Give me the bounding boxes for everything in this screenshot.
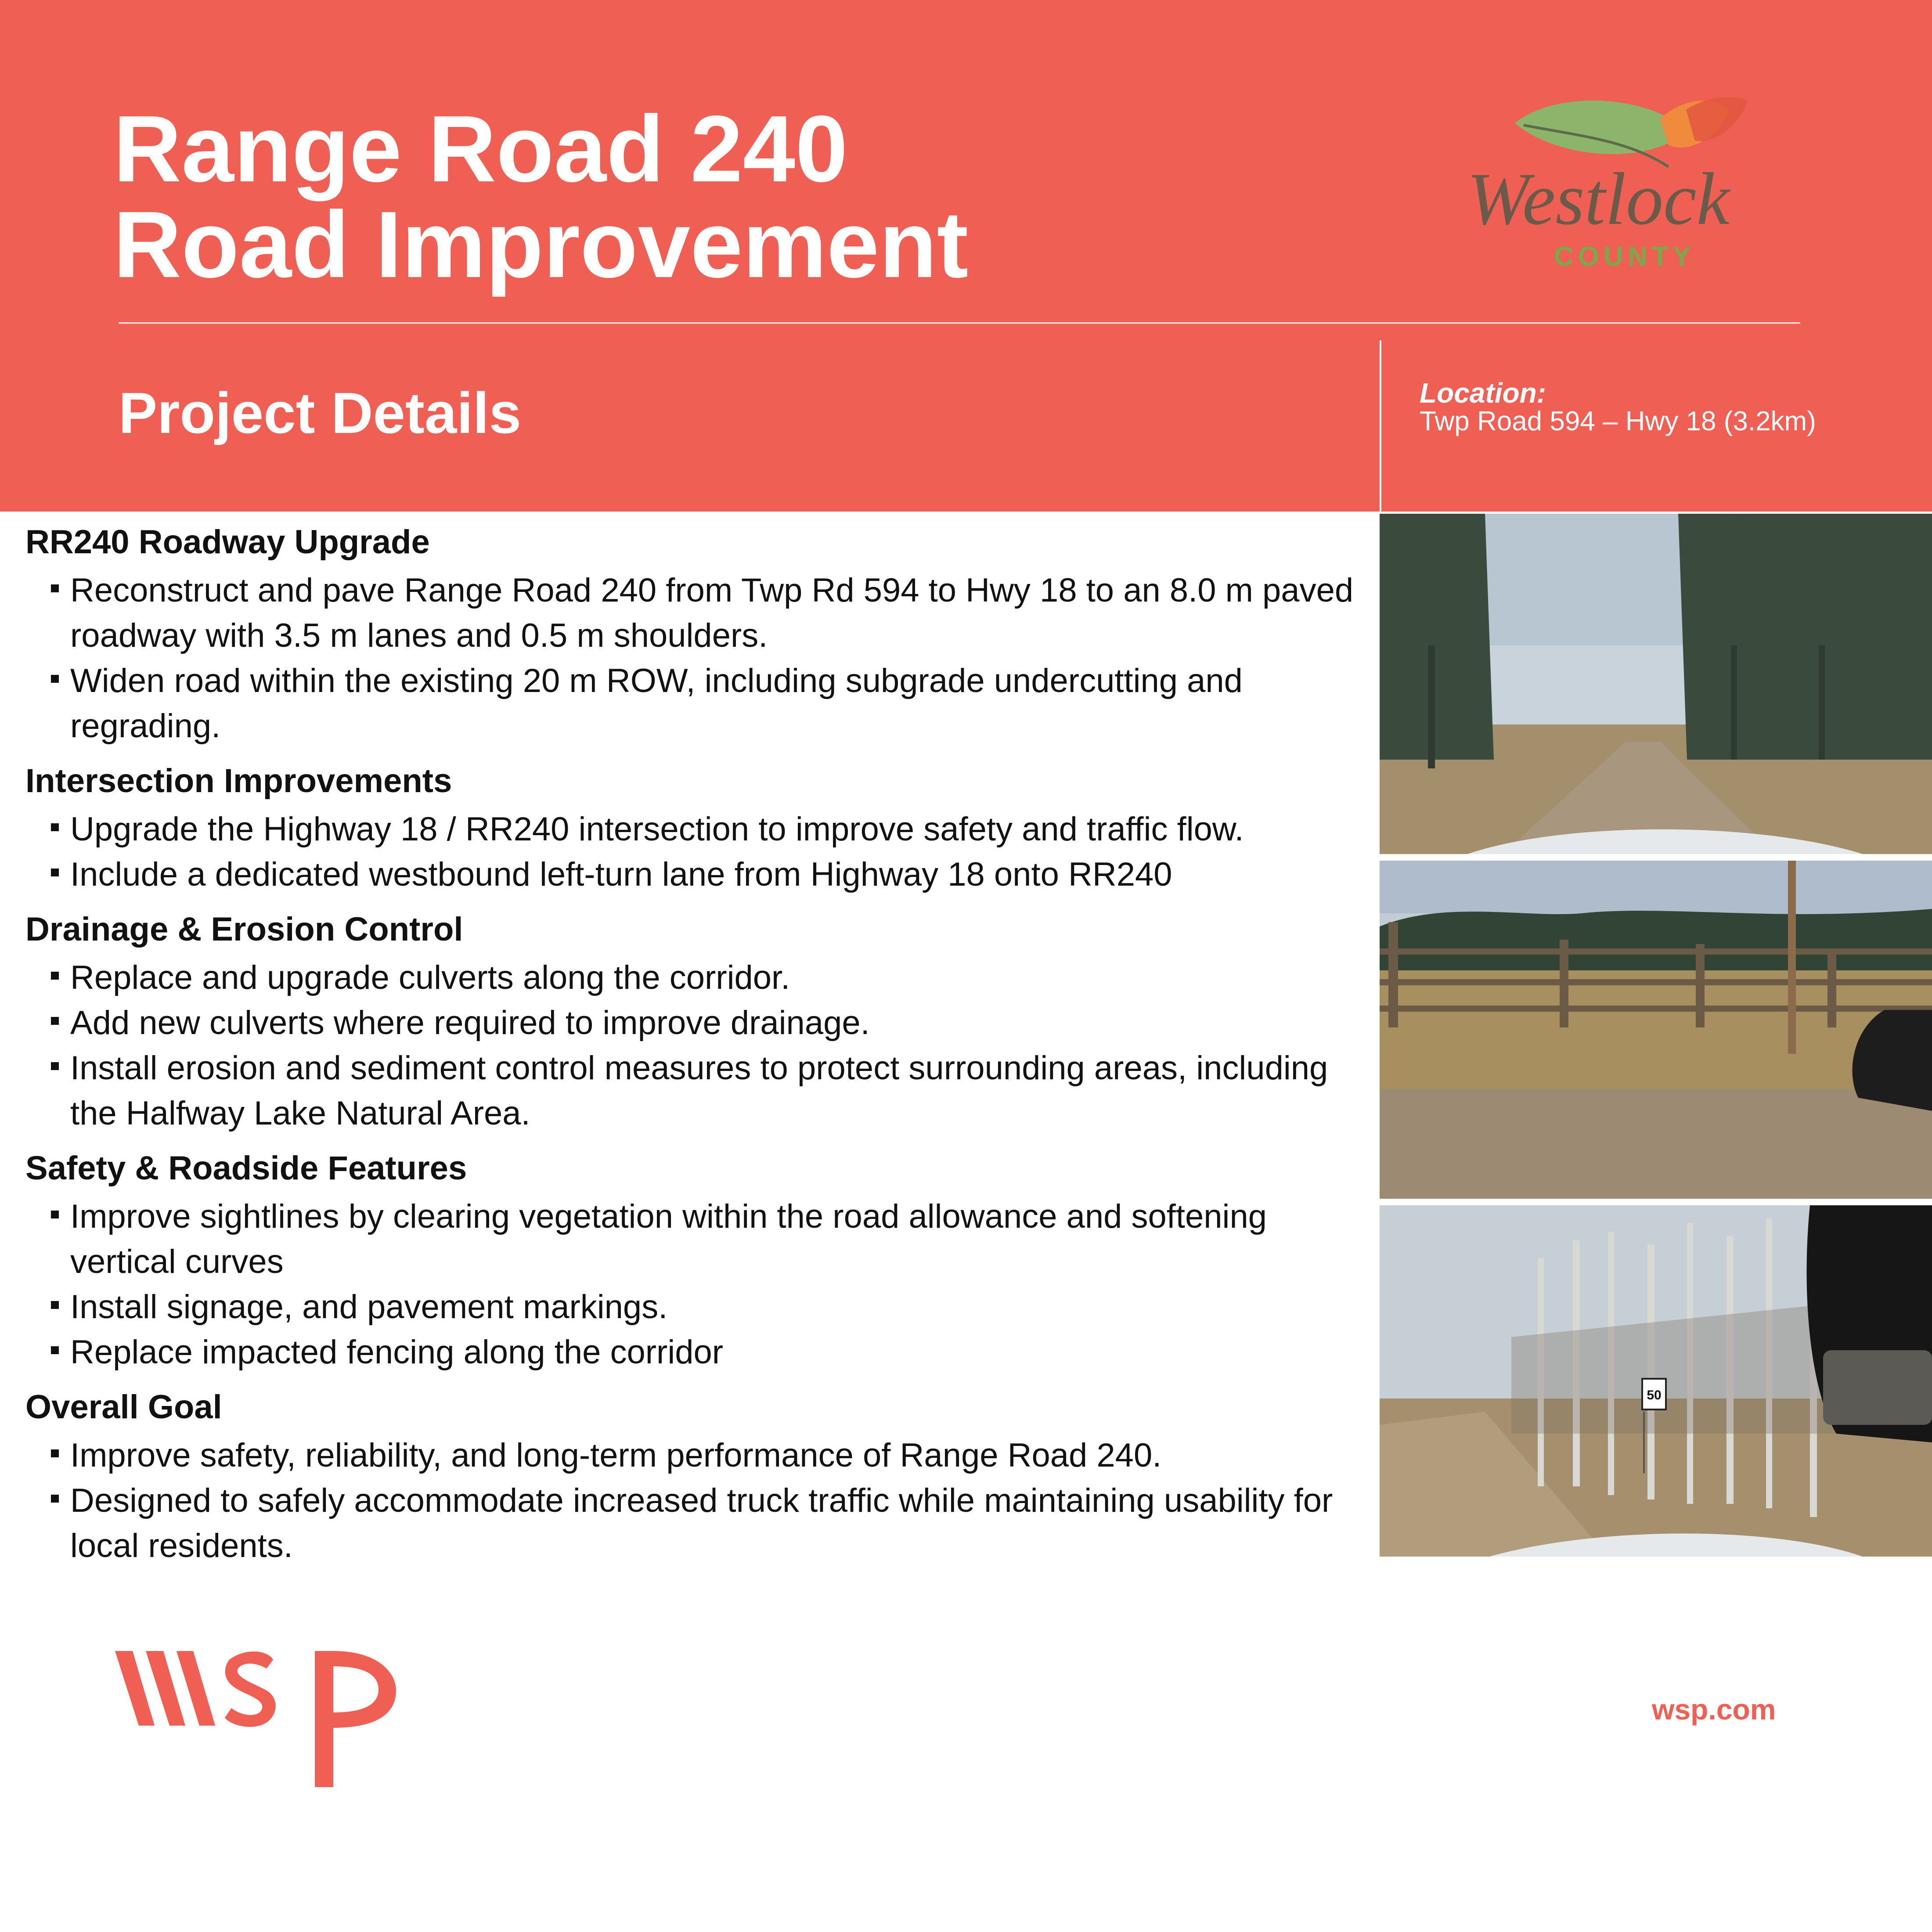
section-heading: Intersection Improvements (25, 762, 452, 800)
photo-fence-roadside (1380, 861, 1932, 1199)
square-bullet-icon (51, 1495, 59, 1503)
section-heading: Drainage & Erosion Control (25, 911, 463, 948)
section-safety-roadside (25, 1146, 1365, 1375)
title-line-1: Range Road 240 (113, 96, 848, 202)
project-details-content (25, 520, 1365, 1579)
list-item: Include a dedicated westbound left-turn lane from Highway 18 onto RR240 (25, 852, 1365, 897)
bullet-list (25, 1194, 1365, 1375)
square-bullet-icon (51, 584, 59, 592)
list-item: Designed to safely accommodate increased truck traffic while maintaining usability for local residents. (25, 1478, 1365, 1568)
list-item: Install erosion and sediment control measures to protect surrounding areas, including the Halfway Lake Natural Area. (25, 1045, 1365, 1136)
location-value: Twp Road 594 – Hwy 18 (3.2km) (1420, 406, 1816, 436)
list-item: Replace and upgrade culverts along the corridor. (25, 955, 1365, 1000)
square-bullet-icon (51, 1062, 59, 1070)
list-item: Add new culverts where required to improve drainage. (25, 1000, 1365, 1045)
square-bullet-icon (51, 972, 59, 980)
photo-gravel-road-pines (1380, 514, 1932, 854)
square-bullet-icon (51, 1017, 59, 1025)
westlock-county-logo (1440, 92, 1756, 277)
section-heading: Overall Goal (25, 1388, 222, 1426)
square-bullet-icon (51, 869, 59, 876)
title-line-2: Road Improvement (113, 191, 969, 297)
section-heading: Safety & Roadside Features (25, 1150, 467, 1187)
photo-birch-road-speed-sign (1380, 1205, 1932, 1557)
wsp-url[interactable]: wsp.com (1652, 1693, 1776, 1726)
square-bullet-icon (51, 1211, 59, 1218)
location-label: Location: (1420, 377, 1546, 409)
bullet-list (25, 1433, 1365, 1568)
square-bullet-icon (51, 1301, 59, 1309)
bullet-list (25, 568, 1365, 749)
bullet-list (25, 807, 1365, 897)
logo-county-text: COUNTY (1554, 242, 1695, 272)
page-title (113, 96, 969, 297)
subtitle-project-details: Project Details (119, 381, 522, 445)
list-item: Replace impacted fencing along the corridor (25, 1330, 1365, 1375)
speed-sign-value: 50 (1647, 1388, 1662, 1402)
section-overall-goal (25, 1385, 1365, 1568)
header-divider (119, 322, 1800, 324)
square-bullet-icon (51, 1346, 59, 1354)
wsp-logo (115, 1642, 396, 1787)
list-item: Improve safety, reliability, and long-term performance of Range Road 240. (25, 1433, 1365, 1478)
list-item: Widen road within the existing 20 m ROW, including subgrade undercutting and regrading. (25, 658, 1365, 749)
section-drainage-erosion (25, 908, 1365, 1136)
list-item: Reconstruct and pave Range Road 240 from Twp Rd 594 to Hwy 18 to an 8.0 m paved roadway with 3.5 m lanes and 0.5 m shoulders. (25, 568, 1365, 658)
square-bullet-icon (51, 823, 59, 831)
bullet-list (25, 955, 1365, 1136)
section-intersection-improvements (25, 759, 1365, 897)
header-vertical-divider (1380, 340, 1381, 512)
square-bullet-icon (51, 1449, 59, 1457)
list-item: Upgrade the Highway 18 / RR240 intersection to improve safety and traffic flow. (25, 807, 1365, 852)
list-item: Improve sightlines by clearing vegetation within the road allowance and softening vertical curves (25, 1194, 1365, 1284)
section-roadway-upgrade (25, 520, 1365, 749)
list-item: Install signage, and pavement markings. (25, 1284, 1365, 1330)
section-heading: RR240 Roadway Upgrade (25, 523, 430, 561)
logo-westlock-text: Westlock (1467, 158, 1730, 240)
square-bullet-icon (51, 675, 59, 683)
